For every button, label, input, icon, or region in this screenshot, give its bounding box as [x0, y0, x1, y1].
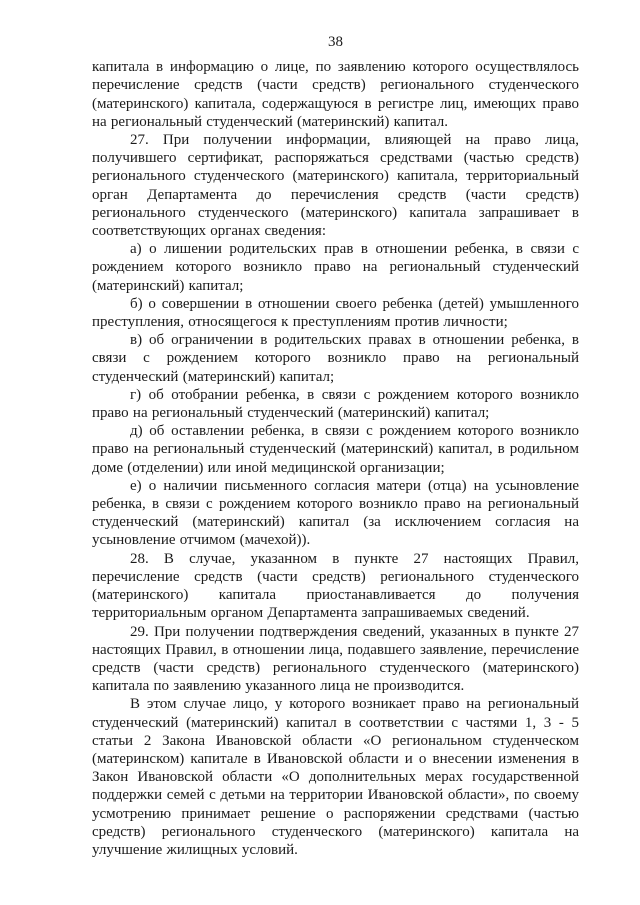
paragraph: в) об ограничении в родительских правах в отношении ребенка, в связи с рождением которого возникло право на региональный студенческий (материнский) капитал;: [92, 332, 579, 385]
paragraph: а) о лишении родительских прав в отношении ребенка, в связи с рождением которого возникло право на региональный студенческий (материнский) капитал;: [92, 241, 579, 294]
paragraph: б) о совершении в отношении своего ребенка (детей) умышленного преступления, относящегося к преступлениям против личности;: [92, 295, 579, 331]
paragraph: 29. При получении подтверждения сведений, указанных в пункте 27 настоящих Правил, в отношении лица, подавшего заявление, перечисление средств (части средств) регионального студенческого (материнского) капитала по заявлению указанного лица не производится.: [92, 623, 579, 695]
text-block: [92, 58, 579, 859]
paragraph: д) об оставлении ребенка, в связи с рождением которого возникло право на региональный студенческий (материнский) капитал, в родильном доме (отделении) или иной медицинской организации;: [92, 423, 579, 476]
page-number: 38: [328, 34, 343, 50]
paragraph: 27. При получении информации, влияющей на право лица, получившего сертификат, распоряжаться средствами (частью средств) регионального студенческого (материнского) капитала, территориальный орган Департамента до перечисления средств (части средств) регионального студенческого (материнского) капитала запрашивает в соответствующих органах сведения:: [92, 132, 579, 240]
paragraph: е) о наличии письменного согласия матери (отца) на усыновление ребенка, в связи с рождением которого возникло право на региональный студенческий (материнский) капитал (за исключением согласия на усыновление отчимом (мачехой)).: [92, 477, 579, 549]
paragraph: г) об отобрании ребенка, в связи с рождением которого возникло право на региональный студенческий (материнский) капитал;: [92, 386, 579, 422]
paragraph: В этом случае лицо, у которого возникает право на региональный студенческий (материнский) капитал в соответствии с частями 1, 3 - 5 статьи 2 Закона Ивановской области «О региональном студенческом (материнском) капитале в Ивановской области и о внесении изменения в Закон Ивановской области «О дополнительных мерах государственной поддержки семей с детьми на территории Ивановской области», по своему усмотрению принимает решение о распоряжении средствами (частью средств) регионального студенческого (материнского) капитала на улучшение жилищных условий.: [92, 696, 579, 858]
paragraph: капитала в информацию о лице, по заявлению которого осуществлялось перечисление средств (части средств) регионального студенческого (материнского) капитала, содержащуюся в регистре лиц, имеющих право на региональный студенческий (материнский) капитал.: [92, 59, 579, 130]
paragraph: 28. В случае, указанном в пункте 27 настоящих Правил, перечисление средств (части средств) регионального студенческого (материнского) капитала приостанавливается до получения территориальным органом Департамента запрашиваемых сведений.: [92, 550, 579, 622]
